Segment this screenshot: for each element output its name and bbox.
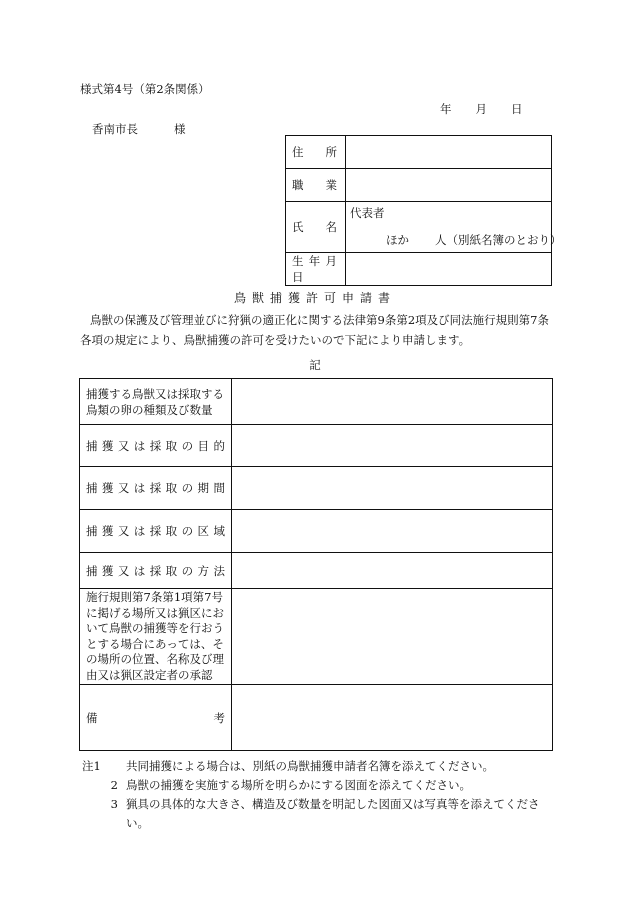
applicant-table <box>285 135 562 286</box>
body-text: 鳥獣の保護及び管理並びに狩猟の適正化に関する法律第9条第2項及び同法施行規則第7条各項の規定により、鳥獣捕獲の許可を受けたいので下記により申請します。 <box>80 313 549 347</box>
special-place-field[interactable] <box>232 589 553 685</box>
purpose-field[interactable] <box>232 425 553 467</box>
name-field[interactable] <box>346 202 562 253</box>
others-suffix: 人（別紙名簿のとおり） <box>435 233 562 247</box>
form-number: 様式第4号（第2条関係） <box>80 82 210 96</box>
occupation-field[interactable] <box>346 169 552 202</box>
document-title: 鳥獣捕獲許可申請書 <box>233 291 396 305</box>
period-field[interactable] <box>232 467 553 510</box>
representative-label: 代表者 <box>350 206 385 220</box>
notes <box>82 757 552 833</box>
method-label: 捕獲又は採取の方法 <box>80 553 232 589</box>
remarks-label: 備考 <box>80 685 232 751</box>
others-prefix: ほか <box>386 233 409 247</box>
name-label: 氏 名 <box>286 202 346 253</box>
occupation-label: 職 業 <box>286 169 346 202</box>
addressee-name: 香南市長 <box>92 122 138 136</box>
note-number: 注1 <box>82 759 101 773</box>
note-text: 鳥獣の捕獲を実施する場所を明らかにする図面を添えてください。 <box>126 778 471 792</box>
species-label: 捕獲する鳥獣又は採取する鳥類の卵の種類及び数量 <box>80 379 232 425</box>
special-place-label: 施行規則第7条第1項第7号に掲げる場所又は猟区において鳥獣の捕獲等を行おうとする場合にあっては、その場所の位置、名称及び理由又は猟区設定者の承認 <box>80 589 232 685</box>
date-month: 月 <box>475 102 487 116</box>
note-item <box>82 795 552 833</box>
purpose-label: 捕獲又は採取の目的 <box>80 425 232 467</box>
note-item <box>82 757 552 776</box>
note-number: 2 <box>110 778 118 792</box>
birthdate-field[interactable] <box>346 253 552 286</box>
honorific: 様 <box>174 122 186 136</box>
remarks-field[interactable] <box>232 685 553 751</box>
address-label: 住 所 <box>286 136 346 169</box>
species-field[interactable] <box>232 379 553 425</box>
period-label: 捕獲又は採取の期間 <box>80 467 232 510</box>
date-day: 日 <box>511 102 523 116</box>
main-table <box>79 378 553 751</box>
note-number: 3 <box>110 797 118 811</box>
others-label <box>386 232 562 248</box>
birthdate-label: 生年月日 <box>286 253 346 286</box>
note-text: 共同捕獲による場合は、別紙の鳥獣捕獲申請者名簿を添えてください。 <box>126 759 494 773</box>
addressee <box>92 121 186 137</box>
address-field[interactable] <box>346 136 552 169</box>
ki-heading: 記 <box>309 358 321 372</box>
date-year: 年 <box>440 102 452 116</box>
note-item <box>82 776 552 795</box>
method-field[interactable] <box>232 553 553 589</box>
note-text: 猟具の具体的な大きさ、構造及び数量を明記した図面又は写真等を添えてください。 <box>126 797 540 830</box>
date-line <box>440 101 523 117</box>
area-label: 捕獲又は採取の区域 <box>80 510 232 553</box>
area-field[interactable] <box>232 510 553 553</box>
